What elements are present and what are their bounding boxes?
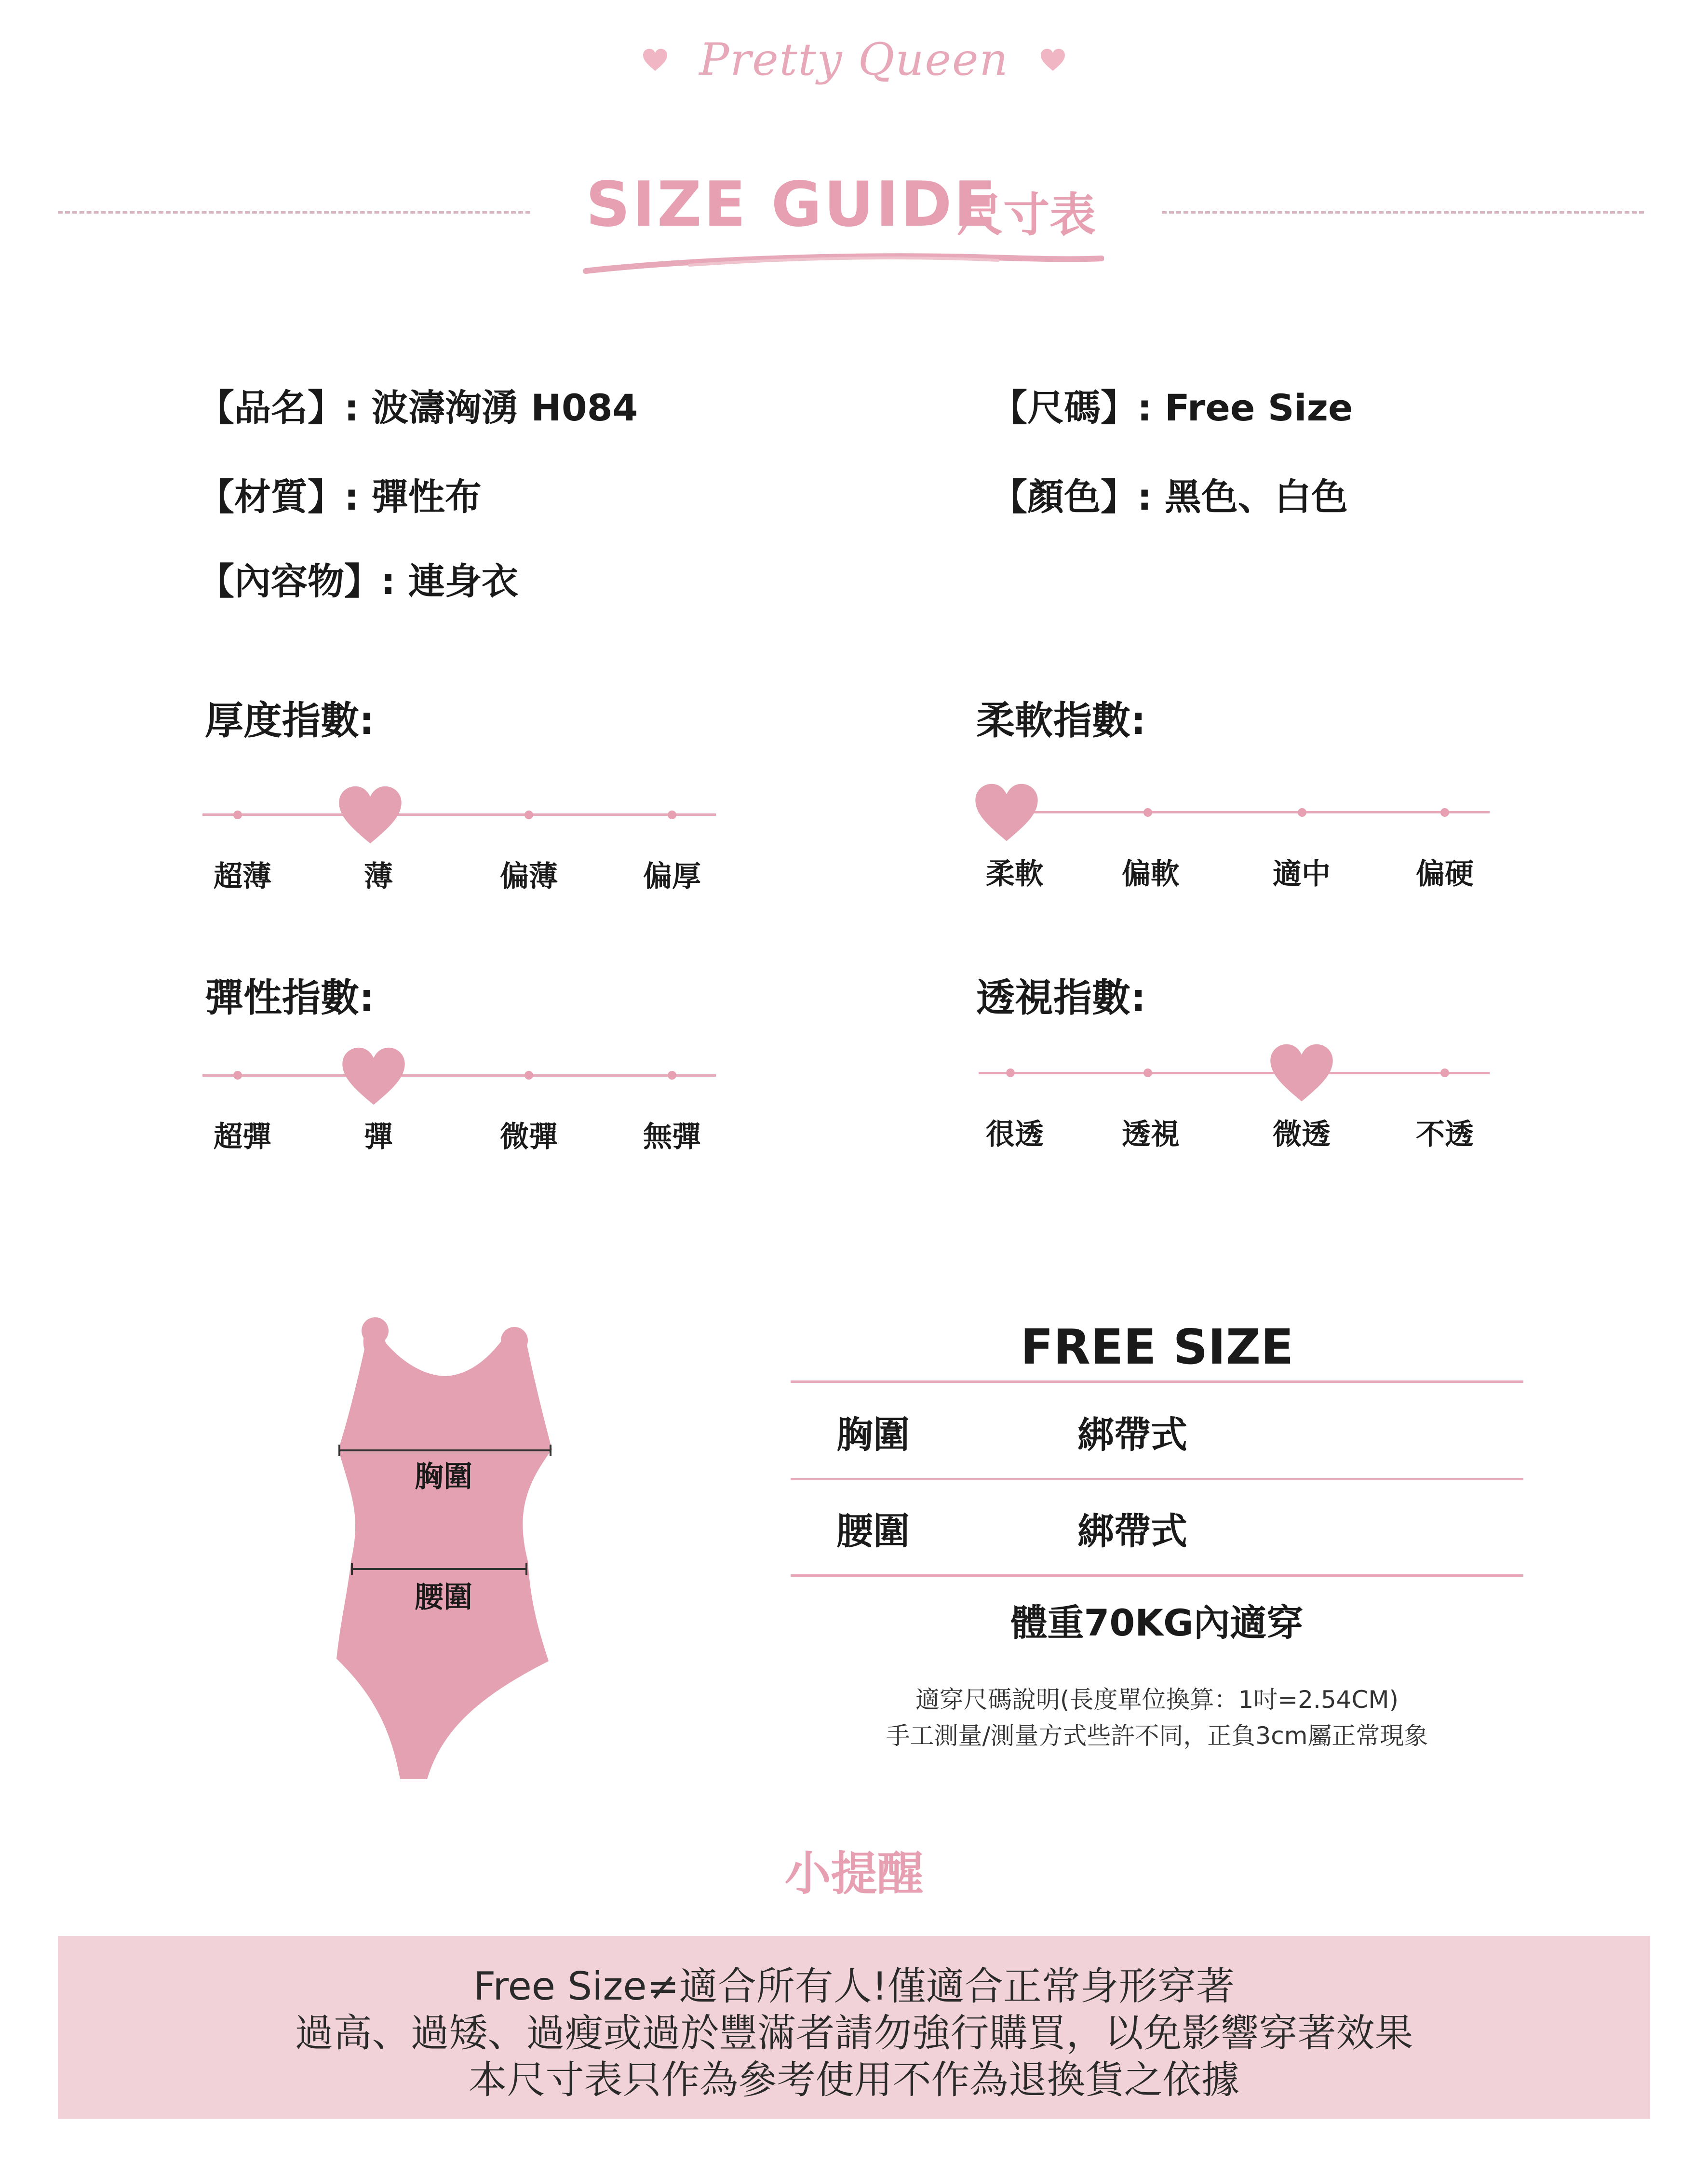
softness-label: 偏硬: [1416, 857, 1474, 891]
scale-dot: [1440, 1068, 1449, 1077]
page-title-zh: 尺寸表: [957, 188, 1096, 242]
softness-title: 柔軟指數:: [976, 698, 1146, 743]
reminder-line: 本尺寸表只作為參考使用不作為退換貨之依據: [468, 2057, 1240, 2102]
thickness-track: [202, 813, 716, 816]
size-table-title: FREE SIZE: [1020, 1319, 1294, 1375]
brand-name: Pretty Queen: [699, 34, 1009, 85]
thickness-label: 偏薄: [500, 860, 558, 893]
softness-track: [979, 811, 1490, 813]
elasticity-label: 彈: [364, 1120, 393, 1154]
table-row-value: 綁帶式: [1077, 1413, 1187, 1456]
scale-dot: [525, 811, 533, 819]
dashed-divider-left: [58, 211, 530, 214]
scale-dot: [525, 1071, 533, 1080]
measurement-note: 手工測量/測量方式些許不同，正負3cm屬正常現象: [886, 1722, 1428, 1750]
heart-marker-icon: [1269, 1043, 1334, 1103]
transparency-title: 透視指數:: [976, 975, 1146, 1020]
thickness-label: 超薄: [214, 860, 271, 893]
scale-dot: [233, 811, 242, 819]
softness-label: 適中: [1273, 857, 1331, 891]
thickness-title: 厚度指數:: [205, 698, 375, 743]
table-row-label: 腰圍: [836, 1510, 910, 1553]
product-color: 【顏色】: 黑色、白色: [991, 475, 1348, 518]
measurement-note: 適穿尺碼說明(長度單位換算：1吋=2.54CM): [915, 1686, 1399, 1714]
heart-marker-icon: [341, 1046, 406, 1106]
reminder-title: 小提醒: [784, 1847, 924, 1901]
transparency-label: 透視: [1122, 1118, 1180, 1151]
transparency-label: 微透: [1273, 1118, 1331, 1151]
softness-label: 柔軟: [986, 857, 1044, 891]
brand-logo: [0, 34, 1708, 92]
table-divider: [791, 1380, 1523, 1383]
softness-label: 偏軟: [1122, 857, 1180, 891]
transparency-label: 不透: [1416, 1118, 1474, 1151]
scale-dot: [1440, 808, 1449, 817]
elasticity-track: [202, 1074, 716, 1077]
elasticity-label: 微彈: [500, 1120, 558, 1154]
elasticity-title: 彈性指數:: [205, 975, 375, 1020]
elasticity-label: 無彈: [643, 1120, 701, 1154]
thickness-label: 薄: [364, 860, 393, 893]
bust-label: 胸圍: [415, 1460, 472, 1494]
heart-icon: [1040, 48, 1065, 71]
brush-stroke: [583, 246, 1104, 275]
heart-marker-icon: [974, 783, 1039, 842]
elasticity-label: 超彈: [214, 1120, 271, 1154]
table-row-label: 胸圍: [836, 1413, 910, 1456]
scale-dot: [1143, 1068, 1152, 1077]
table-row-value: 綁帶式: [1077, 1510, 1187, 1553]
table-divider: [791, 1574, 1523, 1577]
heart-marker-icon: [337, 785, 403, 845]
transparency-label: 很透: [986, 1118, 1044, 1151]
scale-dot: [668, 811, 676, 819]
scale-dot: [1006, 1068, 1015, 1077]
product-size: 【尺碼】: Free Size: [991, 386, 1353, 429]
product-material: 【材質】: 彈性布: [198, 475, 482, 518]
scale-dot: [233, 1071, 242, 1080]
page-title: SIZE GUIDE: [586, 169, 998, 241]
reminder-line: Free Size≠適合所有人!僅適合正常身形穿著: [473, 1964, 1235, 2009]
transparency-track: [979, 1072, 1490, 1074]
waist-label: 腰圍: [415, 1581, 472, 1614]
bodysuit-diagram: [333, 1312, 564, 1789]
dashed-divider-right: [1162, 211, 1644, 214]
scale-dot: [1143, 808, 1152, 817]
heart-icon: [643, 48, 668, 71]
product-contents: 【內容物】: 連身衣: [198, 560, 518, 603]
product-name: 【品名】: 波濤洶湧 H084: [198, 386, 638, 429]
thickness-label: 偏厚: [643, 860, 701, 893]
scale-dot: [1298, 808, 1306, 817]
reminder-line: 過高、過矮、過瘦或過於豐滿者請勿強行購買，以免影響穿著效果: [295, 2011, 1413, 2056]
table-divider: [791, 1478, 1523, 1480]
scale-dot: [668, 1071, 676, 1080]
fit-note: 體重70KG內適穿: [1010, 1601, 1304, 1644]
